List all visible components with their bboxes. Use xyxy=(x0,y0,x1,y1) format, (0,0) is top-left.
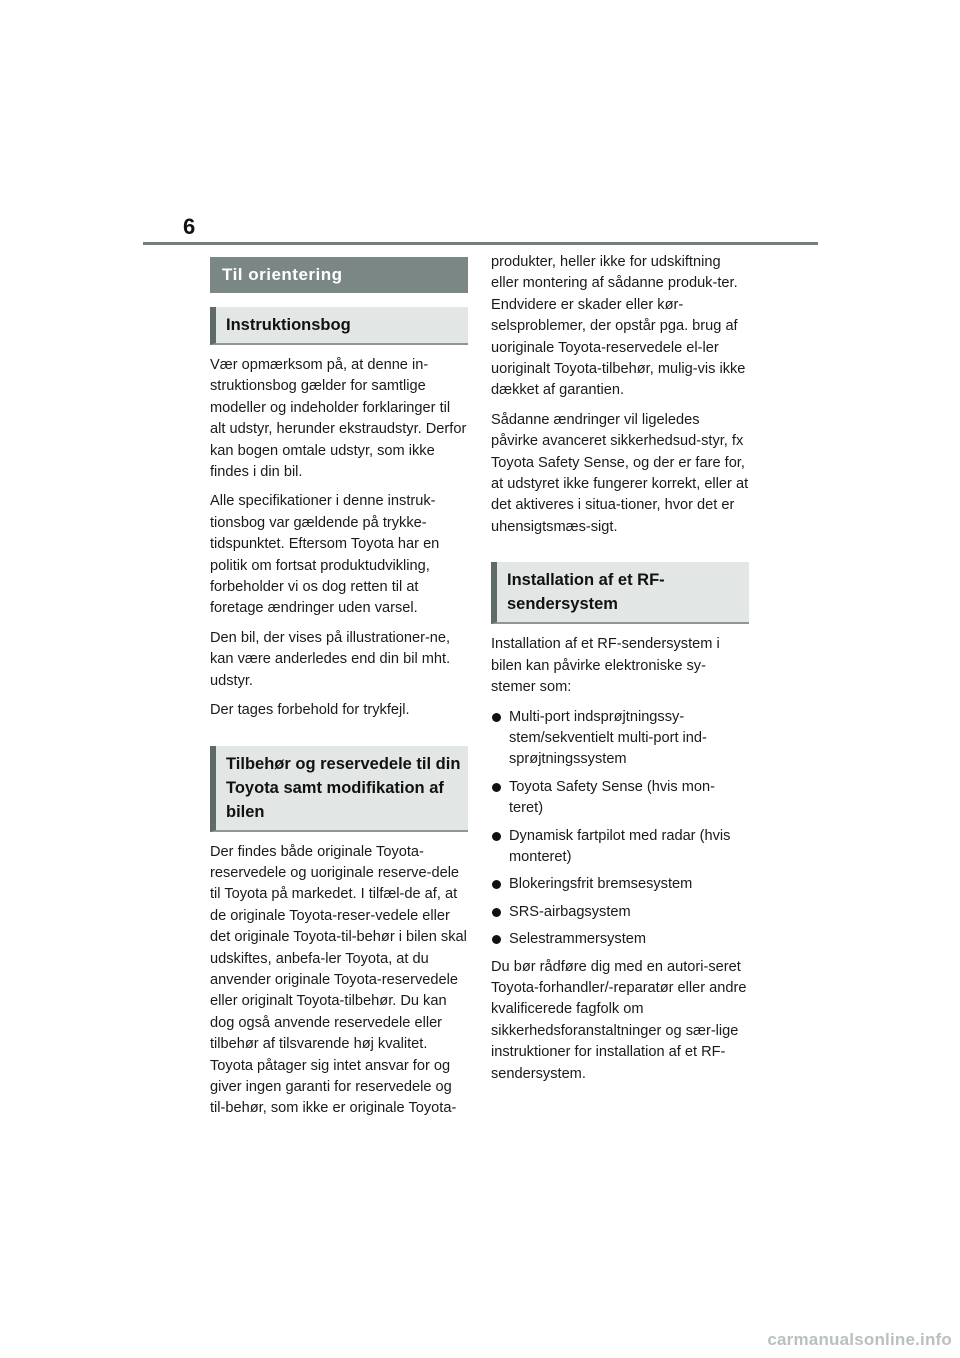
bullet-list xyxy=(491,707,749,951)
section-heading-instruktionsbog: Instruktionsbog xyxy=(210,307,468,345)
paragraph: Sådanne ændringer vil ligeledes påvirke avanceret sikkerhedsud-styr, fx Toyota Safety Sense, og der er fare for, at udstyret ikke fungerer korrekt, eller at det aktiveres i situa-tioner, hvor det er uhensigtsmæs-sigt. xyxy=(491,411,749,535)
watermark: carmanualsonline.info xyxy=(767,1330,952,1349)
paragraph: Du bør rådføre dig med en autori-seret Toyota-forhandler/-reparatør eller andre kvalificerede fagfolk om sikkerhedsforanstaltninger og sær-lige instruktioner for installation af et RF-sendersystem. xyxy=(491,958,747,1082)
header-rule xyxy=(143,242,818,245)
list-item xyxy=(491,929,749,950)
paragraph: Der findes både originale Toyota-reservedele og uoriginale reserve-dele til Toyota på markedet. I tilfæl-de af, at de originale Toyota-reser-vedele eller det originale Toyota-til-behør i bilen skal udskiftes, anbefa-ler Toyota, at du anvender originale Toyota-reservedele eller originalt Toyota-tilbehør. Du kan dog også anvende reservedele eller tilbehør af tilsvarende høj kvalitet. Toyota påtager sig intet ansvar for og giver ingen garanti for reservedele og til-behør, som ikke er originale Toyota- xyxy=(210,843,467,1117)
list-item xyxy=(491,874,749,895)
right-column xyxy=(491,252,749,1093)
paragraph: Den bil, der vises på illustrationer-ne, kan være anderledes end din bil mht. udstyr. xyxy=(210,629,451,689)
list-item-text: Multi-port indsprøjtningssy-stem/sekventielt multi-port ind-sprøjtningssystem xyxy=(509,708,707,768)
paragraph: Alle specifikationer i denne instruk-tionsbog var gældende på trykke-tidspunktet. Eftersom Toyota har en politik om fortsat produktudvikling, forbeholder vi os dog retten til at foretage ændringer uden varsel. xyxy=(210,493,440,617)
section-heading-rf-sendersystem: Installation af et RF-sendersystem xyxy=(491,562,749,624)
list-item xyxy=(491,902,749,923)
paragraph: Der tages forbehold for trykfejl. xyxy=(210,702,410,719)
bullet-icon xyxy=(492,832,501,841)
bullet-icon xyxy=(492,880,501,889)
bullet-icon xyxy=(492,935,501,944)
paragraph: Vær opmærksom på, at denne in-struktionsbog gælder for samtlige modeller og indeholder forklaringer til alt udstyr, herunder ekstraudstyr. Derfor kan bogen omtale udstyr, som ikke findes i din bil. xyxy=(210,357,467,481)
paragraph: produkter, heller ikke for udskiftning eller montering af sådanne produk-ter. Endvidere er skader eller kør-selsproblemer, der opstår pga. brug af uoriginale Toyota-reservedele el-ler uoriginalt Toyota-tilbehør, mulig-vis ikke dækket af garantien. xyxy=(491,254,746,399)
left-column xyxy=(210,252,468,1128)
list-item-text: Blokeringsfrit bremsesystem xyxy=(509,876,693,893)
bullet-icon xyxy=(492,908,501,917)
list-item-text: Toyota Safety Sense (hvis mon-teret) xyxy=(509,778,716,817)
list-item-text: Dynamisk fartpilot med radar (hvis monteret) xyxy=(509,827,731,865)
list-item-text: Selestrammersystem xyxy=(509,931,647,948)
list-item xyxy=(491,826,749,869)
list-item-text: SRS-airbagsystem xyxy=(509,903,631,920)
bullet-icon xyxy=(492,783,501,792)
section-heading-tilbehoer: Tilbehør og reservedele til din Toyota samt modifikation af bilen xyxy=(210,746,468,832)
paragraph: Installation af et RF-sendersystem i bilen kan påvirke elektroniske sy-stemer som: xyxy=(491,636,720,696)
chapter-title: Til orientering xyxy=(210,257,468,293)
bullet-icon xyxy=(492,713,501,722)
list-item xyxy=(491,707,749,771)
page-number: 6 xyxy=(183,214,196,239)
list-item xyxy=(491,777,749,820)
